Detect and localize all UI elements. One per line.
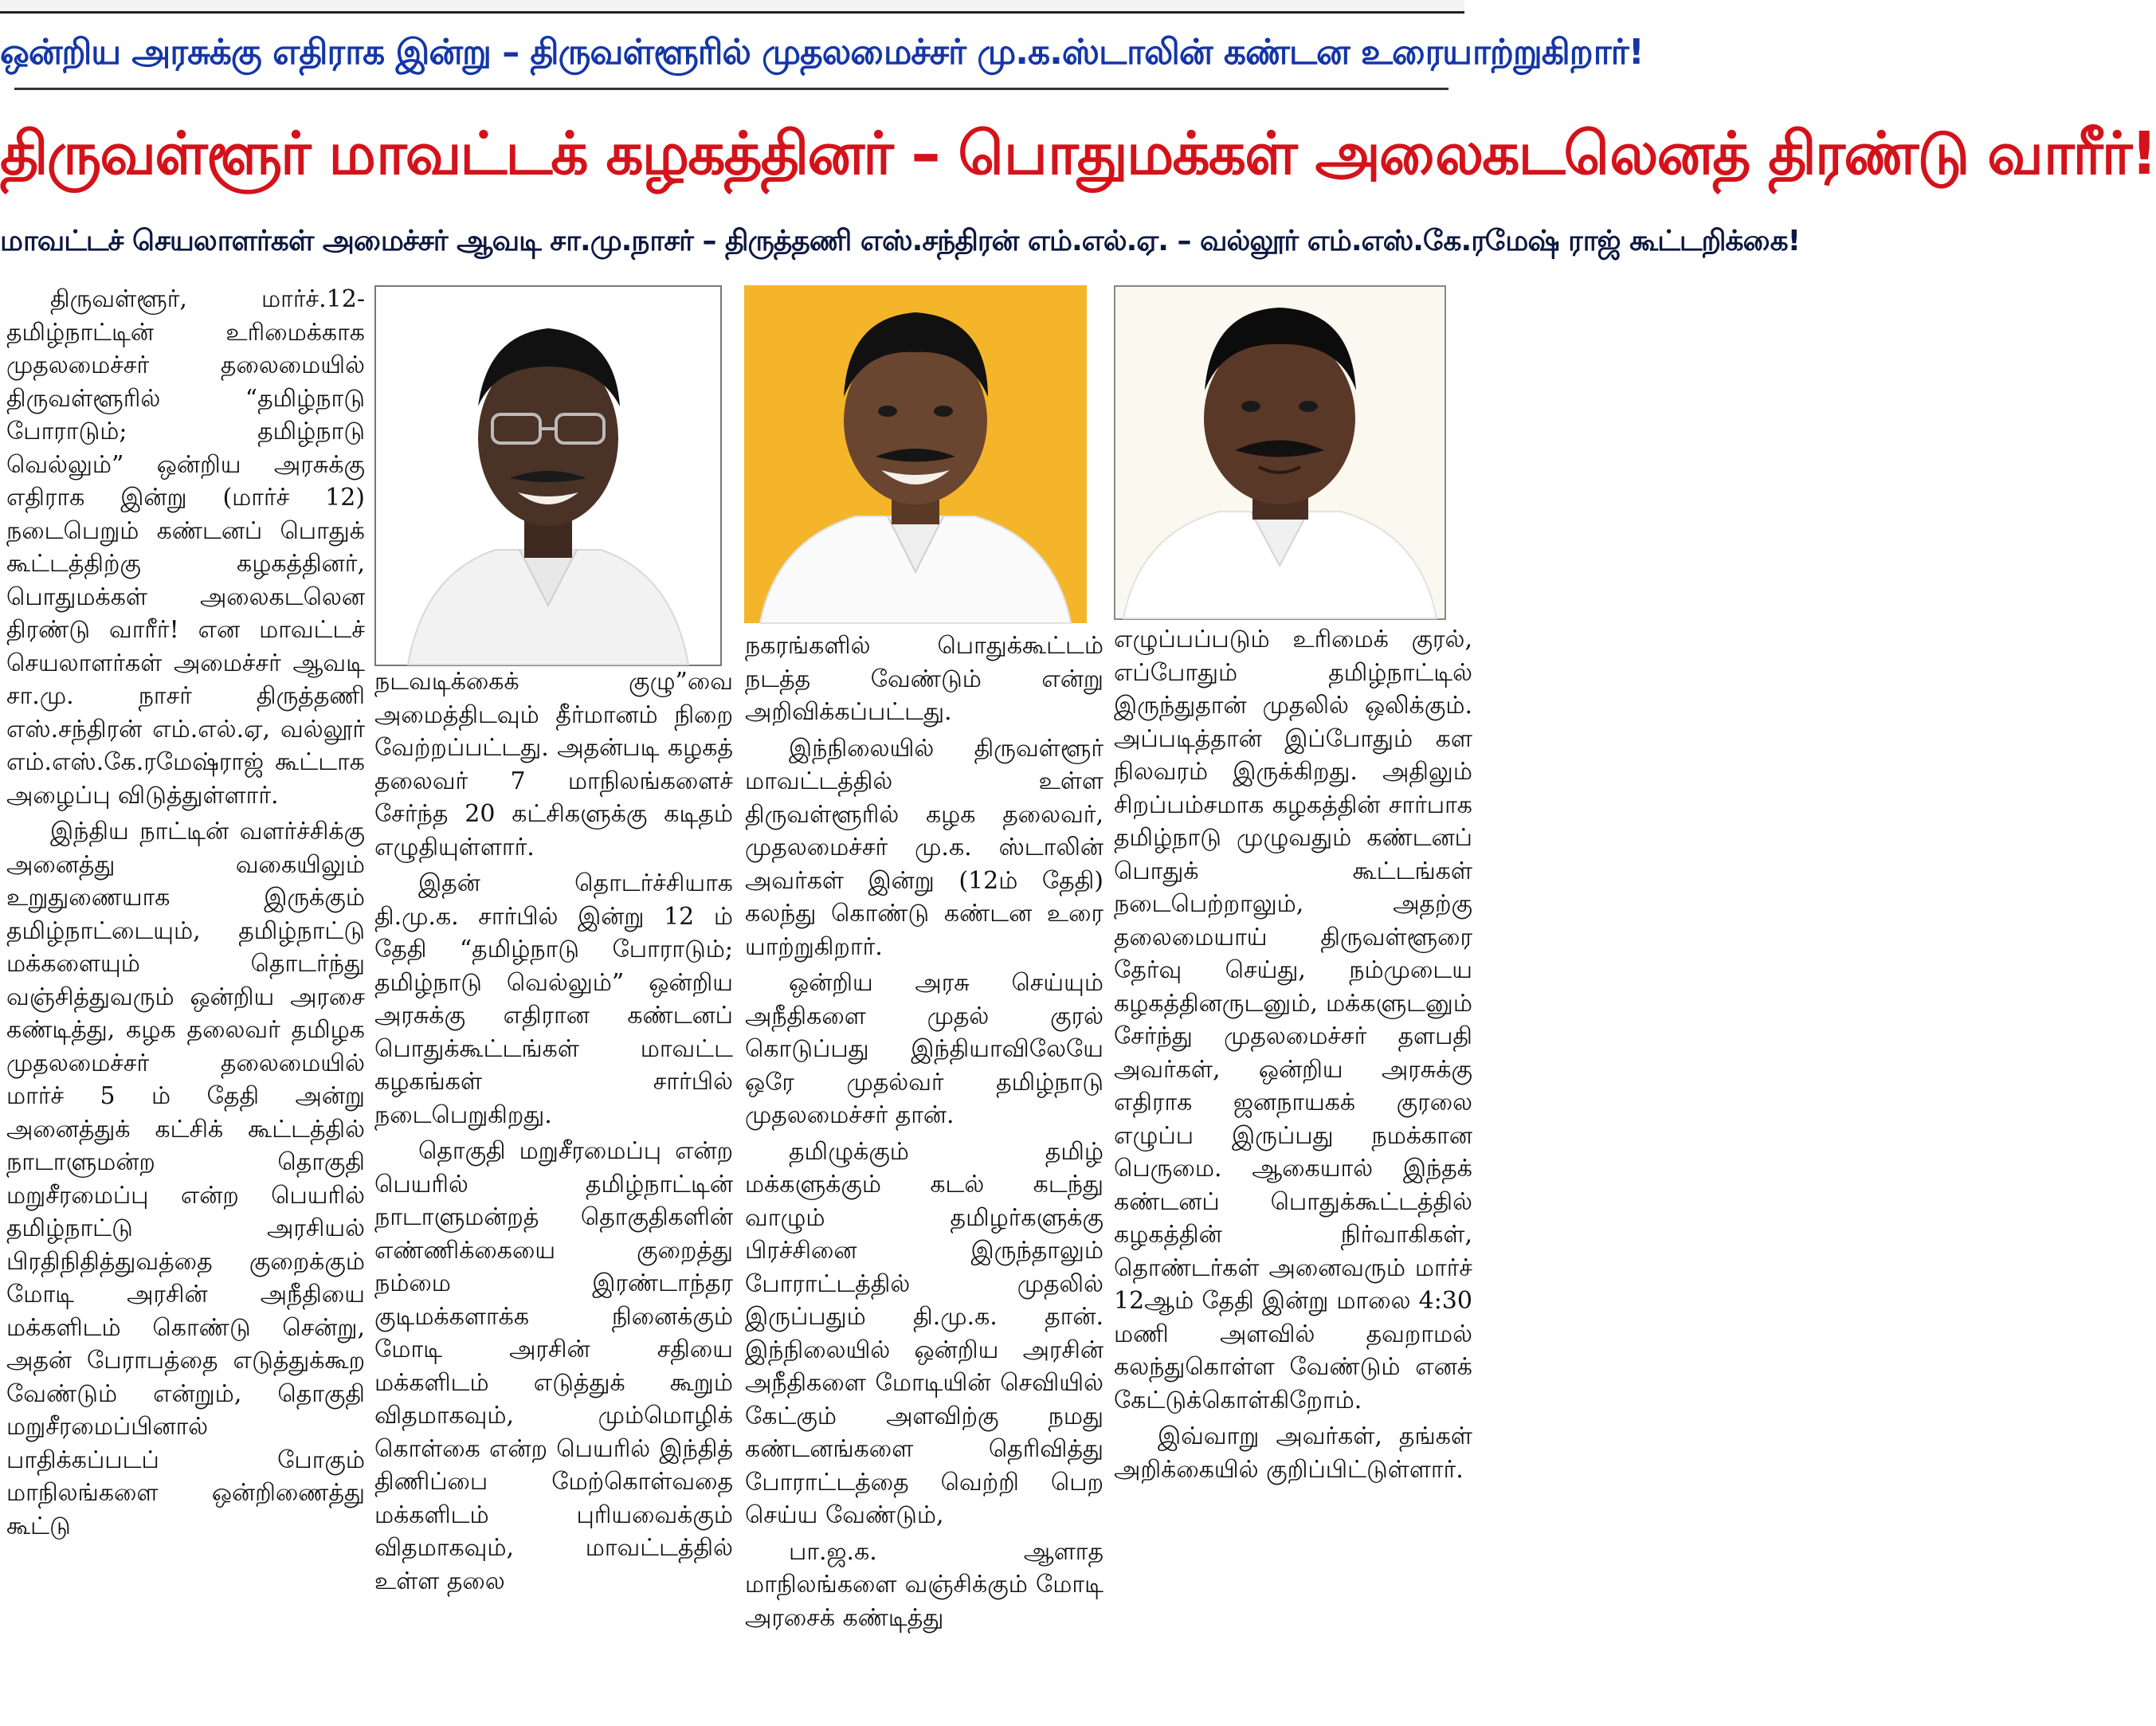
article-paragraph: இவ்வாறு அவர்கள், தங்கள் அறிக்கையில் குறிப்பிட்டுள்ளார். xyxy=(1114,1422,1472,1484)
article-paragraph: இந்திய நாட்டின் வளர்ச்சிக்கு அனைத்து வகையிலும் உறுதுணையாக இருக்கும் தமிழ்நாட்டையும், தமிழ்நாட்டு மக்களையும் தொடர்ந்து வஞ்சித்துவரும் ஒன்றிய அரசை கண்டித்து, கழக தலைவர் தமிழக முதலமைச்சர் தலைமையில் மார்ச் 5 ம் தேதி அன்று அனைத்துக் கட்சிக் கூட்டத்தில் நாடாளுமன்ற தொகுதி மறுசீரமைப்பு என்ற பெயரில் தமிழ்நாட்டு அரசியல் பிரதிநிதித்துவத்தை குறைக்கும் மோடி அரசின் அநீதியை மக்களிடம் கொண்டு சென்று, அதன் பேராபத்தை எடுத்துக்கூற வேண்டும் என்றும், தொகுதி மறுசீரமைப்பினால் பாதிக்கப்படப் போகும் மாநிலங்களை ஒன்றிணைத்து கூட்டு xyxy=(6,818,365,1540)
article-paragraph: இதன் தொடர்ச்சியாக தி.மு.க. சார்பில் இன்று 12 ம் தேதி “தமிழ்நாடு போராடும்; தமிழ்நாடு வெல்லும்” ஒன்றிய அரசுக்கு எதிரான கண்டனப் பொதுக்கூட்டங்கள் மாவட்ட கழகங்கள் சார்பில் நடைபெறுகிறது. xyxy=(374,869,733,1129)
article-paragraph: ஒன்றிய அரசு செய்யும் அநீதிகளை முதல் குரல் கொடுப்பது இந்தியாவிலேயே ஒரே முதல்வர் தமிழ்நாடு முதலமைச்சர் தான். xyxy=(745,969,1103,1129)
article-column-3 xyxy=(745,630,1103,1717)
headline-kicker: ஒன்றிய அரசுக்கு எதிராக இன்று – திருவள்ளூரில் முதலமைச்சர் மு.க.ஸ்டாலின் கண்டன உரையாற்றுகிறார்! xyxy=(0,32,1644,73)
top-border-strip xyxy=(0,0,1464,14)
portrait-photo-chandran xyxy=(744,285,1087,623)
portrait-illustration xyxy=(744,285,1087,623)
article-paragraph: எழுப்பப்படும் உரிமைக் குரல், எப்போதும் தமிழ்நாட்டில் இருந்துதான் முதலில் ஒலிக்கும். அப்படித்தான் இப்போதும் கள நிலவரம் இருக்கிறது. அதிலும் சிறப்பம்சமாக கழகத்தின் சார்பாக தமிழ்நாடு முழுவதும் கண்டனப் பொதுக் கூட்டங்கள் நடைபெற்றாலும், அதற்கு தலைமையாய் திருவள்ளூரை தேர்வு செய்து, நம்முடைய கழகத்தினருடனும், மக்களுடனும் சேர்ந்து முதலமைச்சர் தளபதி அவர்கள், ஒன்றிய அரசுக்கு எதிராக ஜனநாயகக் குரலை எழுப்ப இருப்பது நமக்கான பெருமை. ஆகையால் இந்தக் கண்டனப் பொதுக்கூட்டத்தில் கழகத்தின் நிர்வாகிகள், தொண்டர்கள் அனைவரும் மார்ச் 12ஆம் தேதி இன்று மாலை 4:30 மணி அளவில் தவறாமல் கலந்துகொள்ள வேண்டும் எனக் கேட்டுக்கொள்கிறோம். xyxy=(1114,626,1472,1414)
portrait-illustration xyxy=(1115,287,1445,618)
article-paragraph: தமிழுக்கும் தமிழ் மக்களுக்கும் கடல் கடந்து வாழும் தமிழர்களுக்கு பிரச்சினை இருந்தாலும் போராட்டத்தில் முதலில் இருப்பதும் தி.மு.க. தான். இந்நிலையில் ஒன்றிய அரசின் அநீதிகளை மோடியின் செவியில் கேட்கும் அளவிற்கு நமது கண்டனங்களை தெரிவித்து போராட்டத்தை வெற்றி பெற செய்ய வேண்டும், xyxy=(745,1137,1103,1529)
headline-divider xyxy=(14,88,1448,90)
main-headline: திருவள்ளூர் மாவட்டக் கழகத்தினர் – பொதுமக்கள் அலைகடலெனத் திரண்டு வாரீர்! xyxy=(0,120,2156,188)
article-paragraph: திருவள்ளூர், மார்ச்.12- தமிழ்நாட்டின் உரிமைக்காக முதலமைச்சர் தலைமையில் திருவள்ளூரில் “தமிழ்நாடு போராடும்; தமிழ்நாடு வெல்லும்” ஒன்றிய அரசுக்கு எதிராக இன்று (மார்ச் 12) நடைபெறும் கண்டனப் பொதுக் கூட்டத்திற்கு கழகத்தினர், பொதுமக்கள் அலைகடலென திரண்டு வாரீர்! என மாவட்டச் செயலாளர்கள் அமைச்சர் ஆவடி சா.மு. நாசர் திருத்தணி எஸ்.சந்திரன் எம்.எல்.ஏ, வல்லூர் எம்.எஸ்.கே.ரமேஷ்ராஜ் கூட்டாக அழைப்பு விடுத்துள்ளார். xyxy=(6,285,365,810)
portrait-illustration xyxy=(376,287,720,665)
article-column-1 xyxy=(6,283,365,1717)
article-paragraph: பா.ஜ.க. ஆளாத மாநிலங்களை வஞ்சிக்கும் மோடி அரசைக் கண்டித்து xyxy=(745,1537,1103,1632)
portrait-photo-nasar xyxy=(374,285,722,666)
article-paragraph: தொகுதி மறுசீரமைப்பு என்ற பெயரில் தமிழ்நாட்டின் நாடாளுமன்றத் தொகுதிகளின் எண்ணிக்கையை குறைத்து நம்மை இரண்டாந்தர குடிமக்களாக்க நினைக்கும் மோடி அரசின் சதியை மக்களிடம் எடுத்துக் கூறும் விதமாகவும், மும்மொழிக் கொள்கை என்ற பெயரில் இந்தித் திணிப்பை மேற்கொள்வதை மக்களிடம் புரியவைக்கும் விதமாகவும், மாவட்டத்தில் உள்ள தலை xyxy=(374,1137,733,1595)
article-column-4 xyxy=(1114,623,1472,1717)
article-paragraph: நகரங்களில் பொதுக்கூட்டம் நடத்த வேண்டும் என்று அறிவிக்கப்பட்டது. xyxy=(745,632,1103,726)
article-column-2 xyxy=(374,665,733,1717)
subheadline: மாவட்டச் செயலாளர்கள் அமைச்சர் ஆவடி சா.மு.நாசர் – திருத்தணி எஸ்.சந்திரன் எம்.எல்.ஏ. – வல்லூர் எம்.எஸ்.கே.ரமேஷ் ராஜ் கூட்டறிக்கை! xyxy=(0,225,1801,257)
article-paragraph: நடவடிக்கைக் குழு”வை அமைத்திடவும் தீர்மானம் நிறை வேற்றப்பட்டது. அதன்படி கழகத் தலைவர் 7 மாநிலங்களைச் சேர்ந்த 20 கட்சிகளுக்கு கடிதம் எழுதியுள்ளார். xyxy=(374,668,733,861)
article-paragraph: இந்நிலையில் திருவள்ளூர் மாவட்டத்தில் உள்ள திருவள்ளூரில் கழக தலைவர், முதலமைச்சர் மு.க. ஸ்டாலின் அவர்கள் இன்று (12ம் தேதி) கலந்து கொண்டு கண்டன உரை யாற்றுகிறார். xyxy=(745,734,1103,961)
portrait-photo-ramesh-raj xyxy=(1114,285,1446,620)
